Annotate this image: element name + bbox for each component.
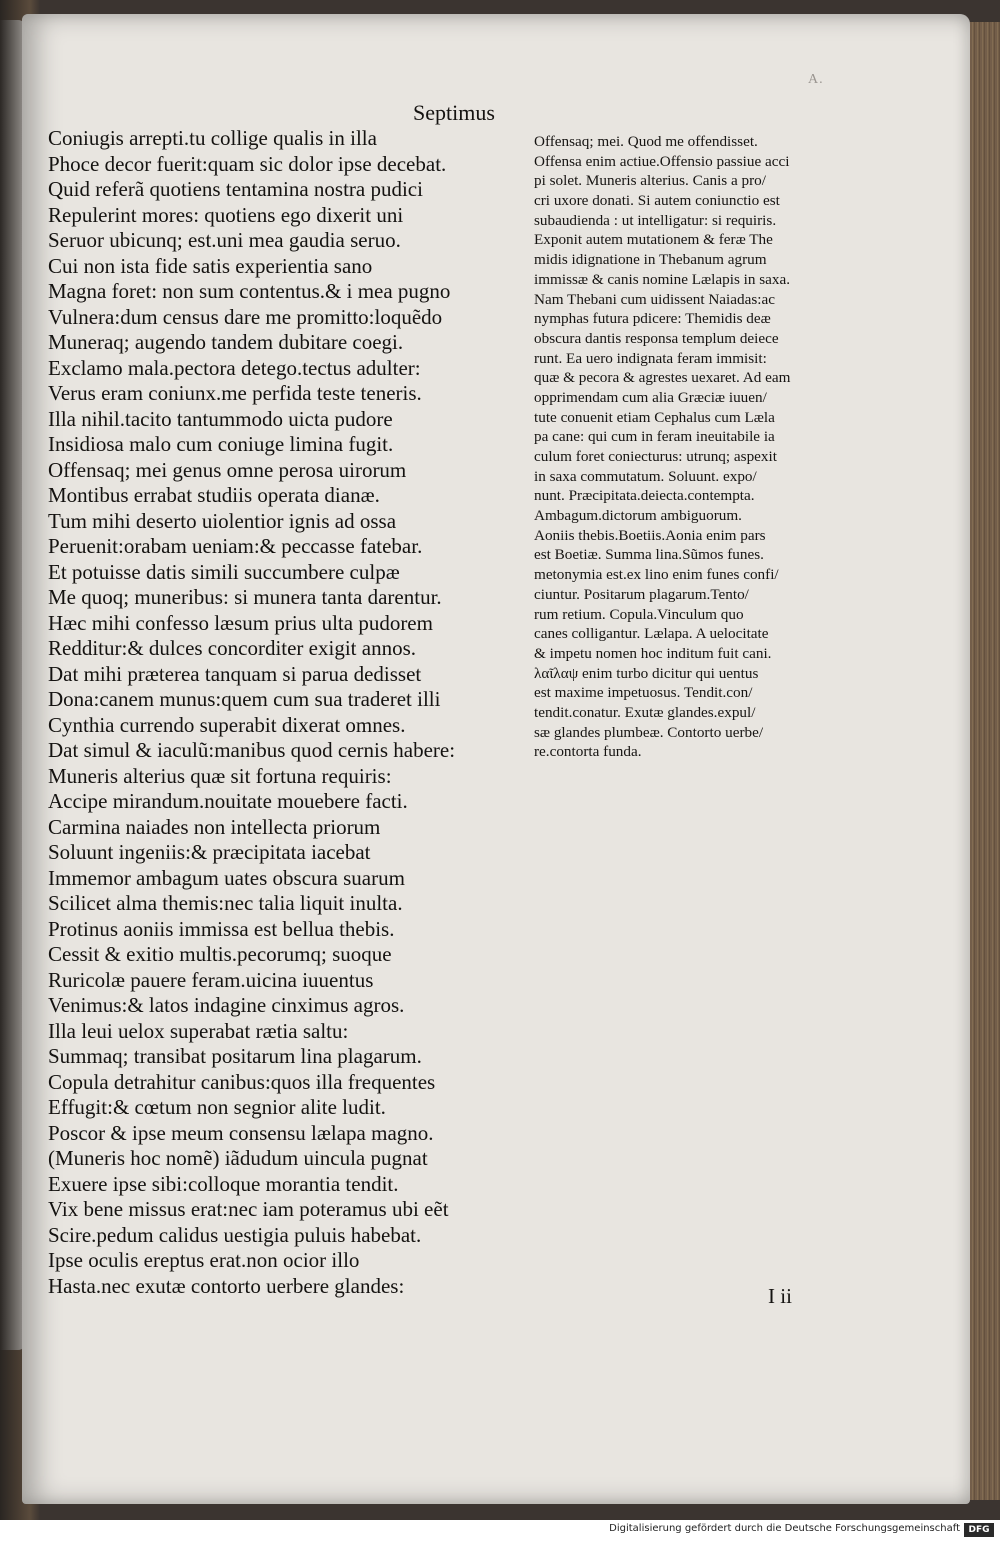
commentary-column: [534, 132, 834, 762]
verse-column: [48, 126, 468, 1299]
verse-line: Muneris alterius quæ sit fortuna requiris:: [48, 763, 392, 788]
commentary-line: re.contorta funda.: [534, 743, 642, 761]
verse-line: Tum mihi deserto uiolentior ignis ad ossa: [48, 508, 397, 533]
verse-line: (Muneris hoc nomẽ) iãdudum uincula pugnat: [48, 1146, 428, 1170]
verse-line: Et potuisse datis simili succumbere culpæ: [48, 559, 400, 584]
top-mark: A.: [808, 72, 824, 87]
verse-line: Illa nihil.tacito tantummodo uicta pudore: [48, 406, 393, 431]
verse-line: Dat simul & iaculũ:manibus quod cernis habere:: [48, 738, 456, 762]
verse-line: Protinus aoniis immissa est bellua thebis.: [48, 916, 395, 941]
commentary-line: Nam Thebani cum uidissent Naiadas:ac: [534, 290, 775, 308]
verse-line: Illa leui uelox superabat rætia saltu:: [48, 1018, 349, 1043]
commentary-line: & impetu nomen hoc inditum fuit cani.: [534, 644, 772, 662]
verse-line: Exuere ipse sibi:colloque morantia tendit.: [48, 1171, 399, 1196]
verse-line: Dat mihi præterea tanquam si parua dedisset: [48, 661, 422, 686]
verse-line: Repulerint mores: quotiens ego dixerit uni: [48, 202, 404, 227]
dfg-logo: DFG: [964, 1523, 994, 1537]
running-head: Septimus: [413, 100, 495, 125]
verse-line: Offensaq; mei genus omne perosa uirorum: [48, 457, 407, 482]
commentary-line: Offensa enim actiue.Offensio passiue acci: [534, 152, 790, 170]
verse-line: Magna foret: non sum contentus.& i mea pugno: [48, 279, 451, 303]
commentary-line: ciuntur. Positarum plagarum.Tento/: [534, 585, 749, 603]
commentary-line: pa cane: qui cum in feram ineuitabile ia: [534, 428, 775, 446]
commentary-line: Offensaq; mei. Quod me offendisset.: [534, 133, 758, 150]
commentary-line: tute conuenit etiam Cephalus cum Læla: [534, 408, 775, 426]
verse-line: Vulnera:dum census dare me promitto:loquẽdo: [48, 304, 443, 329]
commentary-line: metonymia est.ex lino enim funes confi/: [534, 566, 779, 584]
verse-line: Hasta.nec exutæ contorto uerbere glandes:: [48, 1273, 405, 1298]
commentary-line: cri uxore donati. Si autem coniunctio est: [534, 192, 780, 210]
verse-line: Vix bene missus erat:nec iam poteramus ubi eẽt: [48, 1197, 449, 1221]
verse-line: Poscor & ipse meum consensu lælapa magno.: [48, 1120, 434, 1145]
commentary-line: pi solet. Muneris alterius. Canis a pro/: [534, 172, 766, 190]
verse-line: Phoce decor fuerit:quam sic dolor ipse decebat.: [48, 151, 447, 176]
verse-line: Coniugis arrepti.tu collige qualis in illa: [48, 126, 377, 150]
commentary-line: nymphas futura pdicere: Themidis deæ: [534, 310, 771, 328]
verse-line: Verus eram coniunx.me perfida teste teneris.: [48, 381, 422, 405]
commentary-line: obscura dantis responsa templum deiece: [534, 329, 779, 347]
commentary-line: tendit.conatur. Exutæ glandes.expul/: [534, 703, 756, 721]
verse-line: Montibus errabat studiis operata dianæ.: [48, 483, 380, 507]
commentary-line: midis idignatione in Thebanum agrum: [534, 251, 767, 269]
verse-line: Peruenit:orabam ueniam:& peccasse fatebar.: [48, 534, 423, 558]
commentary-line: opprimendam cum alia Græciæ iuuen/: [534, 388, 767, 406]
commentary-line: sæ glandes plumbeæ. Contorto uerbe/: [534, 723, 764, 741]
verse-line: Soluunt ingeniis:& præcipitata iacebat: [48, 840, 371, 864]
commentary-line: est maxime impetuosus. Tendit.con/: [534, 684, 753, 702]
verse-line: Redditur:& dulces concorditer exigit annos.: [48, 636, 416, 660]
commentary-line: Aoniis thebis.Boetiis.Aonia enim pars: [534, 526, 766, 544]
commentary-line: nunt. Præcipitata.deiecta.contempta.: [534, 487, 755, 505]
verse-line: Copula detrahitur canibus:quos illa frequentes: [48, 1069, 436, 1094]
signature-mark: I ii: [768, 1284, 792, 1308]
commentary-line: culum foret coniecturus: utrunq; aspexit: [534, 448, 777, 465]
commentary-line: runt. Ea uero indignata feram immisit:: [534, 349, 767, 367]
verse-line: Me quoq; muneribus: si munera tanta darentur.: [48, 585, 442, 609]
commentary-line: subaudienda : ut intelligatur: si requiris.: [534, 211, 777, 229]
commentary-line: λαῖλαψ enim turbo dicitur qui uentus: [534, 664, 759, 682]
commentary-line: canes colligantur. Lælapa. A uelocitate: [534, 625, 769, 643]
verse-line: Cui non ista fide satis experientia sano: [48, 253, 373, 278]
verse-line: Exclamo mala.pectora detego.tectus adulter:: [48, 355, 421, 380]
verse-line: Cessit & exitio multis.pecorumq; suoque: [48, 942, 392, 966]
commentary-line: immissæ & canis nomine Lælapis in saxa.: [534, 270, 791, 288]
verse-line: Cynthia currendo superabit dixerat omnes.: [48, 712, 406, 737]
verse-line: Insidiosa malo cum coniuge limina fugit.: [48, 432, 394, 456]
verse-line: Dona:canem munus:quem cum sua traderet illi: [48, 687, 441, 711]
commentary-line: Exponit autem mutationem & feræ The: [534, 231, 773, 249]
verse-line: Immemor ambagum uates obscura suarum: [48, 865, 405, 890]
commentary-line: rum retium. Copula.Vinculum quo: [534, 605, 744, 623]
verse-line: Carmina naiades non intellecta priorum: [48, 814, 381, 839]
verse-line: Effugit:& cœtum non segnior alite ludit.: [48, 1095, 386, 1119]
footer-credit: Digitalisierung gefördert durch die Deutsche Forschungsgemeinschaft: [609, 1523, 960, 1534]
verse-line: Seruor ubicunq; est.uni mea gaudia seruo.: [48, 228, 401, 252]
commentary-line: quæ & pecora & agrestes uexaret. Ad eam: [534, 369, 791, 387]
book-block-edge: [966, 22, 1000, 1500]
verse-line: Venimus:& latos indagine cinximus agros.: [48, 993, 405, 1017]
verse-line: Ruricolæ pauere feram.uicina iuuentus: [48, 967, 374, 992]
commentary-line: est Boetiæ. Summa lina.Sũmos funes.: [534, 546, 764, 564]
verse-line: Accipe mirandum.nouitate mouebere facti.: [48, 789, 408, 813]
verse-line: Hæc mihi confesso læsum prius ulta pudorem: [48, 610, 433, 635]
verse-line: Ipse oculis ereptus erat.non ocior illo: [48, 1248, 360, 1272]
verse-line: Muneraq; augendo tandem dubitare coegi.: [48, 330, 404, 354]
commentary-line: Ambagum.dictorum ambiguorum.: [534, 507, 742, 525]
verse-line: Scilicet alma themis:nec talia liquit inulta.: [48, 891, 403, 915]
verse-line: Quid referã quotiens tentamina nostra pudici: [48, 177, 423, 201]
verse-line: Scire.pedum calidus uestigia puluis habebat.: [48, 1222, 422, 1247]
verse-line: Summaq; transibat positarum lina plagarum.: [48, 1044, 422, 1068]
commentary-line: in saxa commutatum. Soluunt. expo/: [534, 467, 757, 485]
